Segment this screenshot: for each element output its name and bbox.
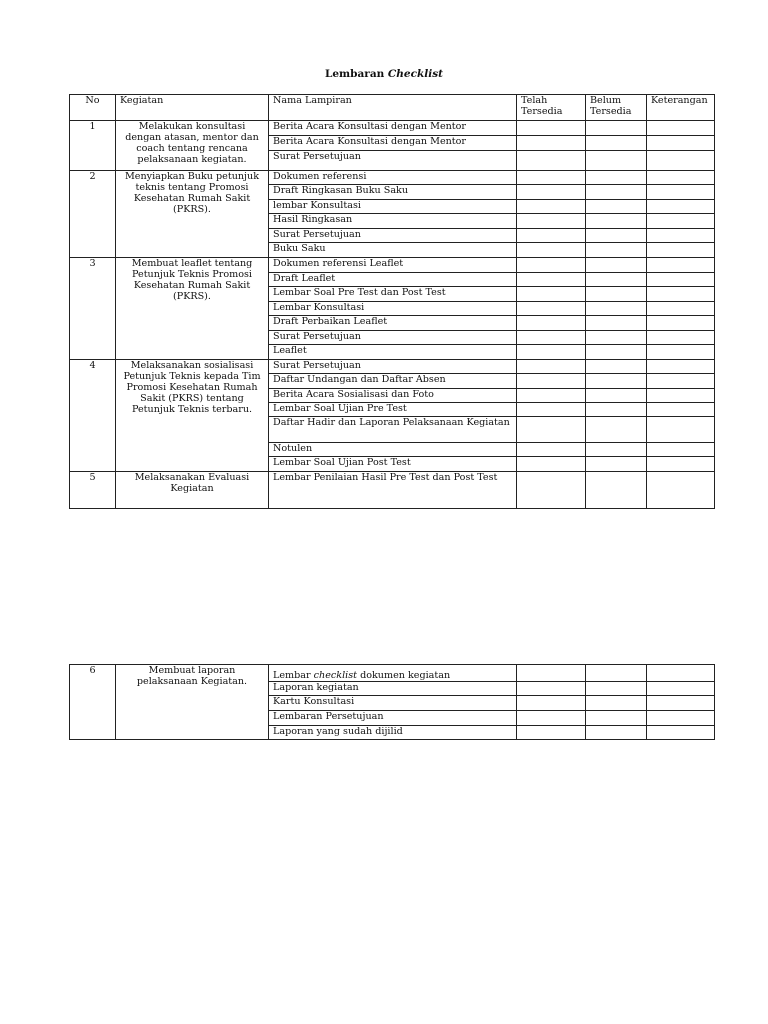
row-number: 3 — [70, 258, 116, 360]
lampiran-cell: Lembar Konsultasi — [269, 302, 517, 316]
cell-keterangan-0-0 — [647, 121, 715, 136]
cell-telah-6-0 — [517, 665, 586, 682]
cell-telah-3-6 — [517, 457, 586, 472]
cell-keterangan-2-5 — [647, 331, 715, 345]
cell-telah-2-5 — [517, 331, 586, 345]
kegiatan-cell: Melaksanakan Evaluasi Kegiatan — [116, 472, 269, 509]
lampiran-cell: Leaflet — [269, 345, 517, 360]
cell-telah-2-3 — [517, 302, 586, 316]
cell-telah-6-1 — [517, 682, 586, 696]
row-number: 1 — [70, 121, 116, 171]
lampiran-cell: Draft Leaflet — [269, 273, 517, 287]
row-number: 5 — [70, 472, 116, 509]
table-row — [70, 258, 715, 273]
kegiatan-cell: Membuat laporan pelaksanaan Kegiatan. — [116, 665, 269, 740]
cell-keterangan-0-1 — [647, 136, 715, 151]
cell-belum-1-3 — [586, 214, 647, 229]
cell-belum-3-4 — [586, 417, 647, 443]
table-row — [70, 665, 715, 682]
cell-belum-3-6 — [586, 457, 647, 472]
cell-keterangan-3-5 — [647, 443, 715, 457]
cell-telah-0-2 — [517, 151, 586, 171]
lampiran-cell: Laporan yang sudah dijilid — [269, 726, 517, 740]
cell-belum-2-2 — [586, 287, 647, 302]
lampiran-cell: Surat Persetujuan — [269, 229, 517, 243]
cell-telah-1-0 — [517, 171, 586, 185]
lampiran-cell: Surat Persetujuan — [269, 360, 517, 374]
cell-belum-2-5 — [586, 331, 647, 345]
cell-belum-1-0 — [586, 171, 647, 185]
cell-keterangan-2-4 — [647, 316, 715, 331]
lampiran-cell: Hasil Ringkasan — [269, 214, 517, 229]
cell-belum-0-1 — [586, 136, 647, 151]
cell-telah-0-1 — [517, 136, 586, 151]
lampiran-cell: Dokumen referensi Leaflet — [269, 258, 517, 273]
cell-belum-1-4 — [586, 229, 647, 243]
cell-telah-3-2 — [517, 389, 586, 403]
cell-belum-0-2 — [586, 151, 647, 171]
lampiran-cell: Dokumen referensi — [269, 171, 517, 185]
lampiran-cell: Buku Saku — [269, 243, 517, 258]
lampiran-cell: lembar Konsultasi — [269, 200, 517, 214]
lampiran-cell: Notulen — [269, 443, 517, 457]
document-title: Lembaran Checklist — [324, 68, 444, 80]
cell-telah-1-4 — [517, 229, 586, 243]
cell-belum-2-1 — [586, 273, 647, 287]
lampiran-cell: Berita Acara Konsultasi dengan Mentor — [269, 121, 517, 136]
header-no: No — [70, 95, 116, 121]
cell-keterangan-1-4 — [647, 229, 715, 243]
cell-belum-3-3 — [586, 403, 647, 417]
lampiran-cell: Lembar Soal Pre Test dan Post Test — [269, 287, 517, 302]
cell-belum-1-5 — [586, 243, 647, 258]
cell-telah-4-0 — [517, 472, 586, 509]
cell-belum-3-5 — [586, 443, 647, 457]
cell-keterangan-3-2 — [647, 389, 715, 403]
lampiran-cell: Draft Perbaikan Leaflet — [269, 316, 517, 331]
header-nama-lampiran: Nama Lampiran — [269, 95, 517, 121]
cell-telah-3-4 — [517, 417, 586, 443]
cell-telah-1-1 — [517, 185, 586, 200]
lampiran-cell: Laporan kegiatan — [269, 682, 517, 696]
cell-telah-6-4 — [517, 726, 586, 740]
row-number: 2 — [70, 171, 116, 258]
kegiatan-cell: Membuat leaflet tentang Petunjuk Teknis Promosi Kesehatan Rumah Sakit (PKRS). — [116, 258, 269, 360]
cell-telah-3-0 — [517, 360, 586, 374]
lampiran-cell: Daftar Undangan dan Daftar Absen — [269, 374, 517, 389]
table-row — [70, 121, 715, 136]
cell-keterangan-6-3 — [647, 711, 715, 726]
cell-keterangan-3-4 — [647, 417, 715, 443]
cell-keterangan-4-0 — [647, 472, 715, 509]
cell-belum-3-0 — [586, 360, 647, 374]
cell-keterangan-0-2 — [647, 151, 715, 171]
cell-telah-2-4 — [517, 316, 586, 331]
lampiran-cell: Surat Persetujuan — [269, 331, 517, 345]
table-row — [70, 171, 715, 185]
lampiran-cell: Lembar Soal Ujian Pre Test — [269, 403, 517, 417]
cell-belum-1-1 — [586, 185, 647, 200]
cell-keterangan-3-1 — [647, 374, 715, 389]
cell-telah-1-3 — [517, 214, 586, 229]
cell-keterangan-1-1 — [647, 185, 715, 200]
lampiran-text: Lembar — [273, 670, 311, 681]
cell-keterangan-3-3 — [647, 403, 715, 417]
lampiran-text-italic: checklist — [313, 670, 357, 681]
cell-telah-1-5 — [517, 243, 586, 258]
cell-belum-6-0 — [586, 665, 647, 682]
cell-telah-2-6 — [517, 345, 586, 360]
lampiran-cell: Daftar Hadir dan Laporan Pelaksanaan Kegiatan — [269, 417, 517, 443]
cell-keterangan-6-4 — [647, 726, 715, 740]
kegiatan-cell: Melaksanakan sosialisasi Petunjuk Teknis kepada Tim Promosi Kesehatan Rumah Sakit (PKRS) tentang Petunjuk Teknis terbaru. — [116, 360, 269, 472]
row-number: 6 — [70, 665, 116, 740]
lampiran-cell: Berita Acara Konsultasi dengan Mentor — [269, 136, 517, 151]
cell-belum-3-1 — [586, 374, 647, 389]
cell-belum-6-4 — [586, 726, 647, 740]
cell-belum-6-2 — [586, 696, 647, 711]
cell-telah-3-1 — [517, 374, 586, 389]
cell-keterangan-2-0 — [647, 258, 715, 273]
cell-keterangan-3-6 — [647, 457, 715, 472]
cell-keterangan-3-0 — [647, 360, 715, 374]
cell-belum-2-6 — [586, 345, 647, 360]
cell-keterangan-2-1 — [647, 273, 715, 287]
cell-keterangan-2-3 — [647, 302, 715, 316]
lampiran-cell: Lembaran Persetujuan — [269, 711, 517, 726]
cell-keterangan-6-0 — [647, 665, 715, 682]
cell-keterangan-1-3 — [647, 214, 715, 229]
lampiran-cell: Kartu Konsultasi — [269, 696, 517, 711]
cell-telah-2-0 — [517, 258, 586, 273]
cell-belum-2-4 — [586, 316, 647, 331]
checklist-table — [69, 94, 715, 509]
lampiran-cell: Lembar Soal Ujian Post Test — [269, 457, 517, 472]
checklist-table-continued — [69, 664, 715, 740]
lampiran-cell: Berita Acara Sosialisasi dan Foto — [269, 389, 517, 403]
row-number: 4 — [70, 360, 116, 472]
cell-belum-2-0 — [586, 258, 647, 273]
cell-belum-6-1 — [586, 682, 647, 696]
cell-keterangan-6-2 — [647, 696, 715, 711]
cell-belum-2-3 — [586, 302, 647, 316]
cell-telah-6-2 — [517, 696, 586, 711]
cell-keterangan-1-5 — [647, 243, 715, 258]
cell-belum-0-0 — [586, 121, 647, 136]
lampiran-cell — [269, 665, 517, 682]
cell-telah-6-3 — [517, 711, 586, 726]
header-kegiatan: Kegiatan — [116, 95, 269, 121]
cell-telah-3-3 — [517, 403, 586, 417]
cell-keterangan-2-6 — [647, 345, 715, 360]
cell-belum-4-0 — [586, 472, 647, 509]
cell-belum-6-3 — [586, 711, 647, 726]
cell-telah-2-2 — [517, 287, 586, 302]
lampiran-cell: Draft Ringkasan Buku Saku — [269, 185, 517, 200]
cell-keterangan-1-0 — [647, 171, 715, 185]
header-telah-tersedia: Telah Tersedia — [517, 95, 586, 121]
kegiatan-cell: Menyiapkan Buku petunjuk teknis tentang Promosi Kesehatan Rumah Sakit (PKRS). — [116, 171, 269, 258]
table-row — [70, 360, 715, 374]
cell-keterangan-2-2 — [647, 287, 715, 302]
lampiran-cell: Surat Persetujuan — [269, 151, 517, 171]
table-row — [70, 472, 715, 509]
lampiran-text: dokumen kegiatan — [360, 670, 451, 681]
cell-keterangan-6-1 — [647, 682, 715, 696]
lampiran-cell: Lembar Penilaian Hasil Pre Test dan Post Test — [269, 472, 517, 509]
cell-keterangan-1-2 — [647, 200, 715, 214]
header-keterangan: Keterangan — [647, 95, 715, 121]
cell-belum-1-2 — [586, 200, 647, 214]
kegiatan-cell: Melakukan konsultasi dengan atasan, mentor dan coach tentang rencana pelaksanaan kegiatan. — [116, 121, 269, 171]
cell-telah-1-2 — [517, 200, 586, 214]
cell-telah-0-0 — [517, 121, 586, 136]
header-belum-tersedia: Belum Tersedia — [586, 95, 647, 121]
cell-telah-2-1 — [517, 273, 586, 287]
cell-telah-3-5 — [517, 443, 586, 457]
cell-belum-3-2 — [586, 389, 647, 403]
